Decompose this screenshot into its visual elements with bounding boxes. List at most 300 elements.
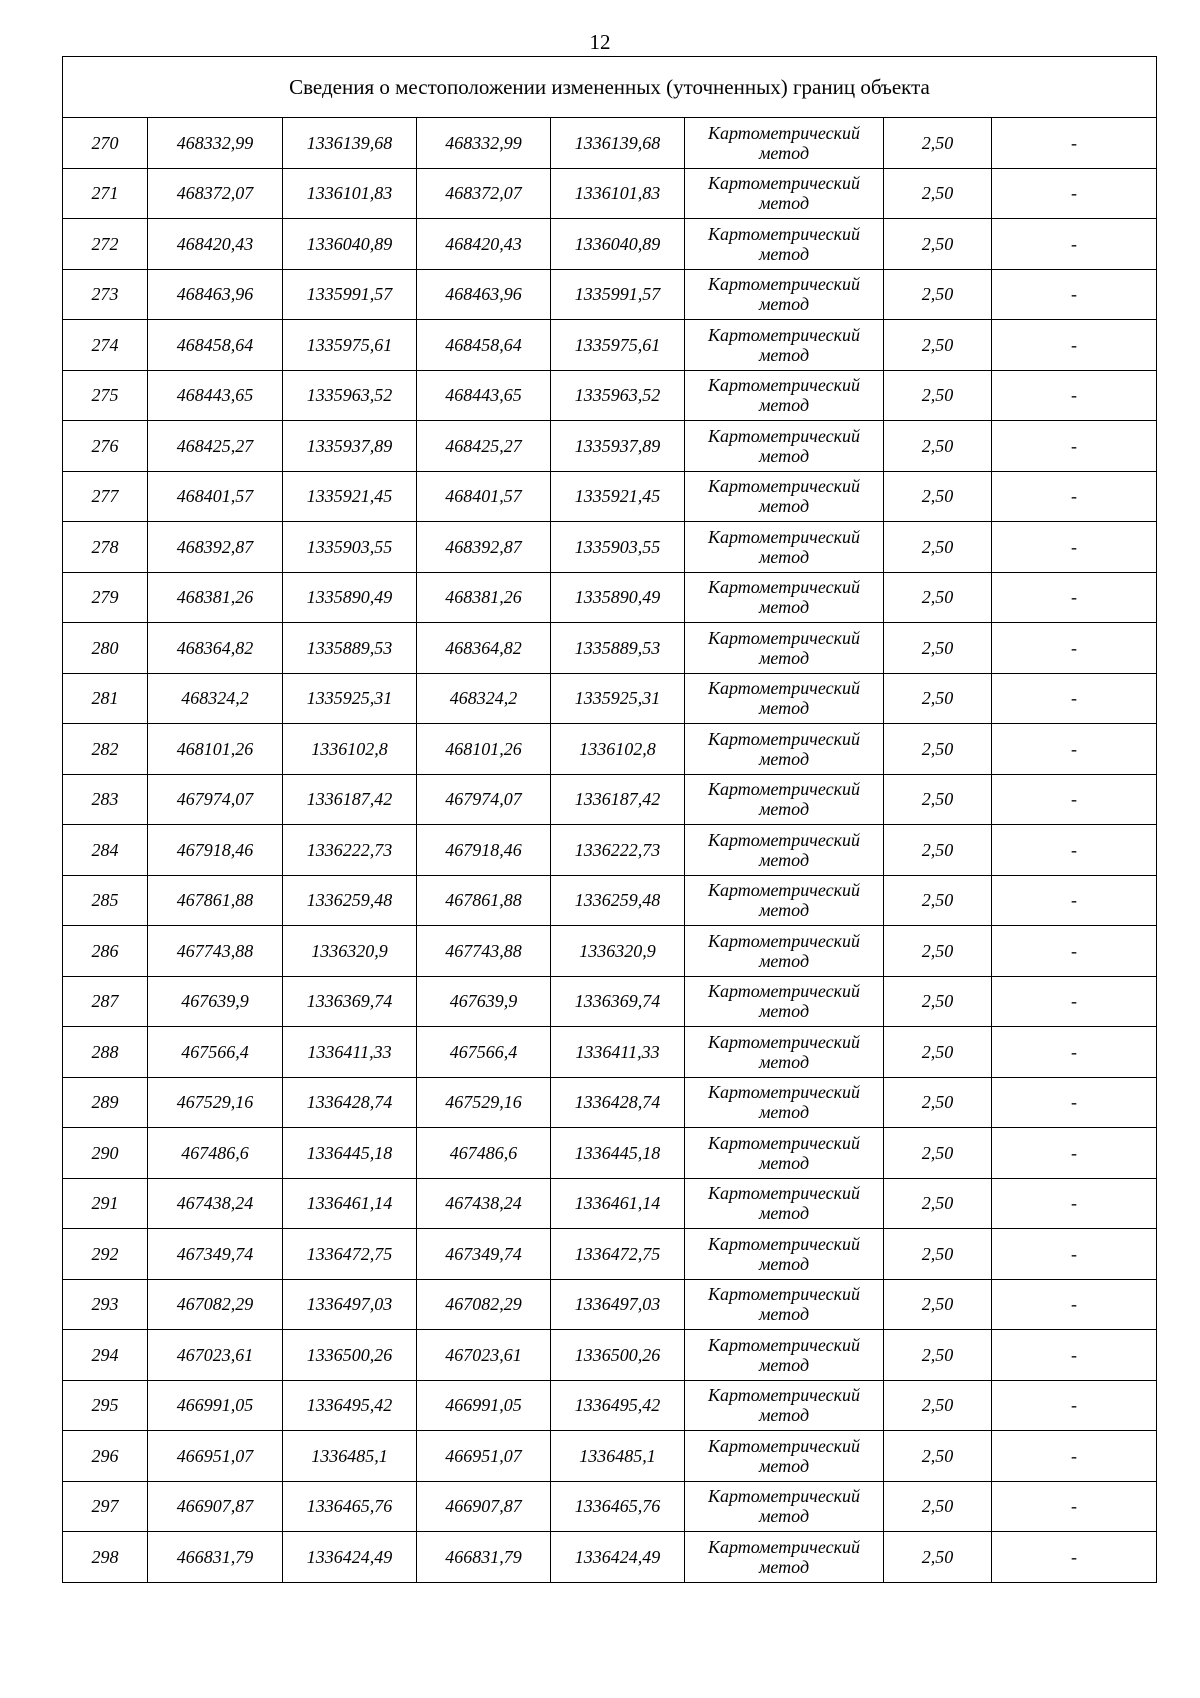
method-cell — [685, 1330, 884, 1381]
accuracy-cell: 2,50 — [884, 471, 992, 522]
accuracy-cell: 2,50 — [884, 1128, 992, 1179]
refined-x-cell: 467974,07 — [417, 774, 551, 825]
table-row — [63, 421, 1157, 472]
method-line-1: Картометрический — [707, 1334, 860, 1355]
method-cell — [685, 926, 884, 977]
existing-x-cell: 468463,96 — [148, 269, 283, 320]
refined-y-cell: 1336369,74 — [551, 976, 685, 1027]
description-cell: - — [992, 1481, 1157, 1532]
refined-y-cell: 1336187,42 — [551, 774, 685, 825]
existing-x-cell: 467861,88 — [148, 875, 283, 926]
point-number-cell: 297 — [63, 1481, 148, 1532]
method-line-1: Картометрический — [707, 930, 860, 951]
method-cell — [685, 572, 884, 623]
description-cell: - — [992, 370, 1157, 421]
existing-y-cell: 1336187,42 — [283, 774, 417, 825]
accuracy-cell: 2,50 — [884, 825, 992, 876]
description-cell: - — [992, 320, 1157, 371]
refined-y-cell: 1336472,75 — [551, 1229, 685, 1280]
point-number-cell: 295 — [63, 1380, 148, 1431]
point-number-cell: 294 — [63, 1330, 148, 1381]
method-cell — [685, 1380, 884, 1431]
existing-y-cell: 1336369,74 — [283, 976, 417, 1027]
point-number-cell: 283 — [63, 774, 148, 825]
description-cell: - — [992, 623, 1157, 674]
table-row — [63, 1128, 1157, 1179]
method-line-2: метод — [758, 1506, 810, 1527]
existing-x-cell: 466831,79 — [148, 1532, 283, 1583]
refined-y-cell: 1336500,26 — [551, 1330, 685, 1381]
accuracy-cell: 2,50 — [884, 320, 992, 371]
method-cell — [685, 1027, 884, 1078]
description-cell: - — [992, 976, 1157, 1027]
refined-y-cell: 1336259,48 — [551, 875, 685, 926]
point-number-cell: 287 — [63, 976, 148, 1027]
refined-x-cell: 467566,4 — [417, 1027, 551, 1078]
table-row — [63, 623, 1157, 674]
existing-x-cell: 468458,64 — [148, 320, 283, 371]
method-line-2: метод — [758, 1203, 810, 1224]
method-line-2: метод — [758, 1354, 810, 1375]
method-line-1: Картометрический — [707, 1385, 860, 1406]
description-cell: - — [992, 522, 1157, 573]
method-cell — [685, 1128, 884, 1179]
point-number-cell: 285 — [63, 875, 148, 926]
point-number-cell: 296 — [63, 1431, 148, 1482]
point-number-cell: 282 — [63, 724, 148, 775]
accuracy-cell: 2,50 — [884, 1077, 992, 1128]
description-cell: - — [992, 1380, 1157, 1431]
refined-x-cell: 467861,88 — [417, 875, 551, 926]
refined-y-cell: 1336465,76 — [551, 1481, 685, 1532]
table-row — [63, 471, 1157, 522]
existing-y-cell: 1336461,14 — [283, 1178, 417, 1229]
refined-x-cell: 467349,74 — [417, 1229, 551, 1280]
existing-y-cell: 1336424,49 — [283, 1532, 417, 1583]
description-cell: - — [992, 168, 1157, 219]
accuracy-cell: 2,50 — [884, 522, 992, 573]
existing-x-cell: 468392,87 — [148, 522, 283, 573]
existing-y-cell: 1336485,1 — [283, 1431, 417, 1482]
method-cell — [685, 522, 884, 573]
table-title: Сведения о местоположении измененных (уточненных) границ объекта — [63, 57, 1157, 118]
existing-y-cell: 1336465,76 — [283, 1481, 417, 1532]
table-row — [63, 1380, 1157, 1431]
method-cell — [685, 875, 884, 926]
refined-y-cell: 1336461,14 — [551, 1178, 685, 1229]
existing-x-cell: 468443,65 — [148, 370, 283, 421]
accuracy-cell: 2,50 — [884, 168, 992, 219]
refined-x-cell: 468324,2 — [417, 673, 551, 724]
method-line-2: метод — [758, 900, 810, 921]
method-line-1: Картометрический — [707, 981, 860, 1002]
refined-x-cell: 468443,65 — [417, 370, 551, 421]
existing-x-cell: 468364,82 — [148, 623, 283, 674]
point-number-cell: 272 — [63, 219, 148, 270]
description-cell: - — [992, 269, 1157, 320]
refined-x-cell: 467529,16 — [417, 1077, 551, 1128]
existing-y-cell: 1336472,75 — [283, 1229, 417, 1280]
table-row — [63, 926, 1157, 977]
refined-y-cell: 1336101,83 — [551, 168, 685, 219]
method-line-2: метод — [758, 142, 810, 163]
accuracy-cell: 2,50 — [884, 1279, 992, 1330]
point-number-cell: 290 — [63, 1128, 148, 1179]
existing-x-cell: 468324,2 — [148, 673, 283, 724]
existing-y-cell: 1336411,33 — [283, 1027, 417, 1078]
method-cell — [685, 421, 884, 472]
method-cell — [685, 1178, 884, 1229]
existing-y-cell: 1336222,73 — [283, 825, 417, 876]
accuracy-cell: 2,50 — [884, 1380, 992, 1431]
table-row — [63, 825, 1157, 876]
method-line-1: Картометрический — [707, 425, 860, 446]
method-cell — [685, 1532, 884, 1583]
point-number-cell: 289 — [63, 1077, 148, 1128]
table-row — [63, 269, 1157, 320]
table-row — [63, 1279, 1157, 1330]
refined-x-cell: 468392,87 — [417, 522, 551, 573]
refined-y-cell: 1336495,42 — [551, 1380, 685, 1431]
method-line-2: метод — [758, 243, 810, 264]
refined-y-cell: 1336497,03 — [551, 1279, 685, 1330]
table-row — [63, 522, 1157, 573]
table-row — [63, 774, 1157, 825]
method-line-2: метод — [758, 748, 810, 769]
refined-x-cell: 468364,82 — [417, 623, 551, 674]
method-line-1: Картометрический — [707, 1082, 860, 1103]
existing-y-cell: 1336101,83 — [283, 168, 417, 219]
point-number-cell: 277 — [63, 471, 148, 522]
method-cell — [685, 1077, 884, 1128]
method-line-1: Картометрический — [707, 779, 860, 800]
method-line-1: Картометрический — [707, 1031, 860, 1052]
description-cell: - — [992, 1279, 1157, 1330]
refined-y-cell: 1335937,89 — [551, 421, 685, 472]
table-row — [63, 1431, 1157, 1482]
accuracy-cell: 2,50 — [884, 572, 992, 623]
existing-y-cell: 1336497,03 — [283, 1279, 417, 1330]
method-line-1: Картометрический — [707, 1233, 860, 1254]
point-number-cell: 275 — [63, 370, 148, 421]
refined-y-cell: 1335963,52 — [551, 370, 685, 421]
existing-x-cell: 468381,26 — [148, 572, 283, 623]
existing-x-cell: 467023,61 — [148, 1330, 283, 1381]
table-row — [63, 1330, 1157, 1381]
existing-x-cell: 468332,99 — [148, 118, 283, 169]
point-number-cell: 274 — [63, 320, 148, 371]
method-line-1: Картометрический — [707, 728, 860, 749]
method-line-2: метод — [758, 647, 810, 668]
refined-y-cell: 1335975,61 — [551, 320, 685, 371]
existing-y-cell: 1336445,18 — [283, 1128, 417, 1179]
method-line-2: метод — [758, 950, 810, 971]
existing-y-cell: 1335889,53 — [283, 623, 417, 674]
method-line-2: метод — [758, 1556, 810, 1577]
method-cell — [685, 724, 884, 775]
point-number-cell: 271 — [63, 168, 148, 219]
method-cell — [685, 269, 884, 320]
description-cell: - — [992, 875, 1157, 926]
existing-y-cell: 1336259,48 — [283, 875, 417, 926]
existing-y-cell: 1335991,57 — [283, 269, 417, 320]
method-cell — [685, 774, 884, 825]
table-row — [63, 724, 1157, 775]
refined-x-cell: 467023,61 — [417, 1330, 551, 1381]
refined-y-cell: 1335889,53 — [551, 623, 685, 674]
refined-x-cell: 466831,79 — [417, 1532, 551, 1583]
table-row — [63, 219, 1157, 270]
method-line-1: Картометрический — [707, 627, 860, 648]
method-line-2: метод — [758, 597, 810, 618]
method-line-1: Картометрический — [707, 1183, 860, 1204]
existing-y-cell: 1336320,9 — [283, 926, 417, 977]
description-cell: - — [992, 673, 1157, 724]
method-line-2: метод — [758, 546, 810, 567]
accuracy-cell: 2,50 — [884, 774, 992, 825]
refined-x-cell: 466951,07 — [417, 1431, 551, 1482]
method-line-1: Картометрический — [707, 1486, 860, 1507]
refined-y-cell: 1336445,18 — [551, 1128, 685, 1179]
method-line-2: метод — [758, 1405, 810, 1426]
point-number-cell: 293 — [63, 1279, 148, 1330]
refined-x-cell: 468401,57 — [417, 471, 551, 522]
method-line-1: Картометрический — [707, 526, 860, 547]
existing-x-cell: 466991,05 — [148, 1380, 283, 1431]
method-line-2: метод — [758, 1051, 810, 1072]
table-row — [63, 118, 1157, 169]
refined-x-cell: 466907,87 — [417, 1481, 551, 1532]
refined-y-cell: 1336428,74 — [551, 1077, 685, 1128]
refined-y-cell: 1336139,68 — [551, 118, 685, 169]
description-cell: - — [992, 421, 1157, 472]
method-line-1: Картометрический — [707, 577, 860, 598]
table-row — [63, 572, 1157, 623]
existing-x-cell: 466951,07 — [148, 1431, 283, 1482]
method-line-1: Картометрический — [707, 476, 860, 497]
table-row — [63, 1229, 1157, 1280]
existing-y-cell: 1335937,89 — [283, 421, 417, 472]
existing-x-cell: 467529,16 — [148, 1077, 283, 1128]
point-number-cell: 280 — [63, 623, 148, 674]
method-cell — [685, 118, 884, 169]
accuracy-cell: 2,50 — [884, 673, 992, 724]
accuracy-cell: 2,50 — [884, 370, 992, 421]
method-line-2: метод — [758, 445, 810, 466]
point-number-cell: 273 — [63, 269, 148, 320]
method-line-2: метод — [758, 294, 810, 315]
existing-x-cell: 467974,07 — [148, 774, 283, 825]
accuracy-cell: 2,50 — [884, 1178, 992, 1229]
method-line-2: метод — [758, 395, 810, 416]
refined-x-cell: 468381,26 — [417, 572, 551, 623]
existing-y-cell: 1336495,42 — [283, 1380, 417, 1431]
existing-y-cell: 1335921,45 — [283, 471, 417, 522]
description-cell: - — [992, 118, 1157, 169]
point-number-cell: 281 — [63, 673, 148, 724]
point-number-cell: 276 — [63, 421, 148, 472]
existing-y-cell: 1336428,74 — [283, 1077, 417, 1128]
method-line-2: метод — [758, 1152, 810, 1173]
method-line-2: метод — [758, 496, 810, 517]
refined-x-cell: 467918,46 — [417, 825, 551, 876]
existing-x-cell: 467349,74 — [148, 1229, 283, 1280]
description-cell: - — [992, 774, 1157, 825]
method-cell — [685, 168, 884, 219]
table-row — [63, 168, 1157, 219]
description-cell: - — [992, 926, 1157, 977]
refined-x-cell: 467743,88 — [417, 926, 551, 977]
point-number-cell: 278 — [63, 522, 148, 573]
method-line-1: Картометрический — [707, 324, 860, 345]
description-cell: - — [992, 1077, 1157, 1128]
method-cell — [685, 1431, 884, 1482]
description-cell: - — [992, 1027, 1157, 1078]
table-row — [63, 673, 1157, 724]
table-row — [63, 976, 1157, 1027]
existing-y-cell: 1335963,52 — [283, 370, 417, 421]
existing-x-cell: 466907,87 — [148, 1481, 283, 1532]
refined-x-cell: 467438,24 — [417, 1178, 551, 1229]
existing-x-cell: 468420,43 — [148, 219, 283, 270]
table-row — [63, 1481, 1157, 1532]
description-cell: - — [992, 825, 1157, 876]
method-line-1: Картометрический — [707, 122, 860, 143]
refined-x-cell: 468463,96 — [417, 269, 551, 320]
refined-x-cell: 468425,27 — [417, 421, 551, 472]
existing-y-cell: 1335903,55 — [283, 522, 417, 573]
page-number: 12 — [589, 30, 611, 54]
description-cell: - — [992, 1229, 1157, 1280]
accuracy-cell: 2,50 — [884, 1431, 992, 1482]
method-line-1: Картометрический — [707, 1284, 860, 1305]
refined-x-cell: 467082,29 — [417, 1279, 551, 1330]
refined-y-cell: 1336102,8 — [551, 724, 685, 775]
refined-x-cell: 467639,9 — [417, 976, 551, 1027]
method-line-1: Картометрический — [707, 223, 860, 244]
existing-x-cell: 467566,4 — [148, 1027, 283, 1078]
method-line-2: метод — [758, 193, 810, 214]
accuracy-cell: 2,50 — [884, 724, 992, 775]
existing-x-cell: 468425,27 — [148, 421, 283, 472]
method-cell — [685, 320, 884, 371]
existing-x-cell: 467918,46 — [148, 825, 283, 876]
accuracy-cell: 2,50 — [884, 269, 992, 320]
description-cell: - — [992, 1128, 1157, 1179]
refined-y-cell: 1336424,49 — [551, 1532, 685, 1583]
refined-y-cell: 1335903,55 — [551, 522, 685, 573]
existing-x-cell: 468401,57 — [148, 471, 283, 522]
existing-y-cell: 1335890,49 — [283, 572, 417, 623]
accuracy-cell: 2,50 — [884, 118, 992, 169]
refined-x-cell: 468420,43 — [417, 219, 551, 270]
table-row — [63, 1178, 1157, 1229]
refined-y-cell: 1336040,89 — [551, 219, 685, 270]
description-cell: - — [992, 572, 1157, 623]
refined-y-cell: 1336411,33 — [551, 1027, 685, 1078]
point-number-cell: 286 — [63, 926, 148, 977]
method-line-1: Картометрический — [707, 1536, 860, 1557]
method-cell — [685, 471, 884, 522]
existing-y-cell: 1336040,89 — [283, 219, 417, 270]
method-line-1: Картометрический — [707, 274, 860, 295]
table-row — [63, 1077, 1157, 1128]
method-cell — [685, 1279, 884, 1330]
accuracy-cell: 2,50 — [884, 875, 992, 926]
accuracy-cell: 2,50 — [884, 219, 992, 270]
boundary-coordinates-table — [62, 56, 1157, 1583]
method-line-2: метод — [758, 799, 810, 820]
table-body — [63, 57, 1157, 1583]
existing-x-cell: 467486,6 — [148, 1128, 283, 1179]
method-line-2: метод — [758, 849, 810, 870]
existing-y-cell: 1336500,26 — [283, 1330, 417, 1381]
method-cell — [685, 623, 884, 674]
point-number-cell: 292 — [63, 1229, 148, 1280]
method-cell — [685, 1481, 884, 1532]
table-row — [63, 1532, 1157, 1583]
existing-x-cell: 468101,26 — [148, 724, 283, 775]
description-cell: - — [992, 1330, 1157, 1381]
refined-x-cell: 468101,26 — [417, 724, 551, 775]
description-cell: - — [992, 1532, 1157, 1583]
point-number-cell: 284 — [63, 825, 148, 876]
method-line-2: метод — [758, 1001, 810, 1022]
method-line-1: Картометрический — [707, 880, 860, 901]
method-line-2: метод — [758, 1102, 810, 1123]
refined-x-cell: 467486,6 — [417, 1128, 551, 1179]
existing-x-cell: 467438,24 — [148, 1178, 283, 1229]
existing-y-cell: 1336102,8 — [283, 724, 417, 775]
description-cell: - — [992, 724, 1157, 775]
accuracy-cell: 2,50 — [884, 1027, 992, 1078]
method-line-1: Картометрический — [707, 1435, 860, 1456]
method-line-1: Картометрический — [707, 678, 860, 699]
accuracy-cell: 2,50 — [884, 421, 992, 472]
method-line-1: Картометрический — [707, 375, 860, 396]
point-number-cell: 279 — [63, 572, 148, 623]
existing-x-cell: 467639,9 — [148, 976, 283, 1027]
existing-y-cell: 1335925,31 — [283, 673, 417, 724]
method-line-2: метод — [758, 1304, 810, 1325]
point-number-cell: 288 — [63, 1027, 148, 1078]
point-number-cell: 270 — [63, 118, 148, 169]
accuracy-cell: 2,50 — [884, 1481, 992, 1532]
existing-x-cell: 468372,07 — [148, 168, 283, 219]
refined-y-cell: 1336320,9 — [551, 926, 685, 977]
table-row — [63, 370, 1157, 421]
method-line-2: метод — [758, 1253, 810, 1274]
point-number-cell: 291 — [63, 1178, 148, 1229]
refined-x-cell: 468458,64 — [417, 320, 551, 371]
method-cell — [685, 219, 884, 270]
refined-y-cell: 1336485,1 — [551, 1431, 685, 1482]
description-cell: - — [992, 1431, 1157, 1482]
refined-x-cell: 468332,99 — [417, 118, 551, 169]
method-line-1: Картометрический — [707, 829, 860, 850]
table-title-row — [63, 57, 1157, 118]
method-line-1: Картометрический — [707, 1132, 860, 1153]
refined-y-cell: 1335921,45 — [551, 471, 685, 522]
table-row — [63, 875, 1157, 926]
method-line-2: метод — [758, 1455, 810, 1476]
method-cell — [685, 825, 884, 876]
method-line-1: Картометрический — [707, 173, 860, 194]
accuracy-cell: 2,50 — [884, 926, 992, 977]
point-number-cell: 298 — [63, 1532, 148, 1583]
description-cell: - — [992, 471, 1157, 522]
accuracy-cell: 2,50 — [884, 1330, 992, 1381]
